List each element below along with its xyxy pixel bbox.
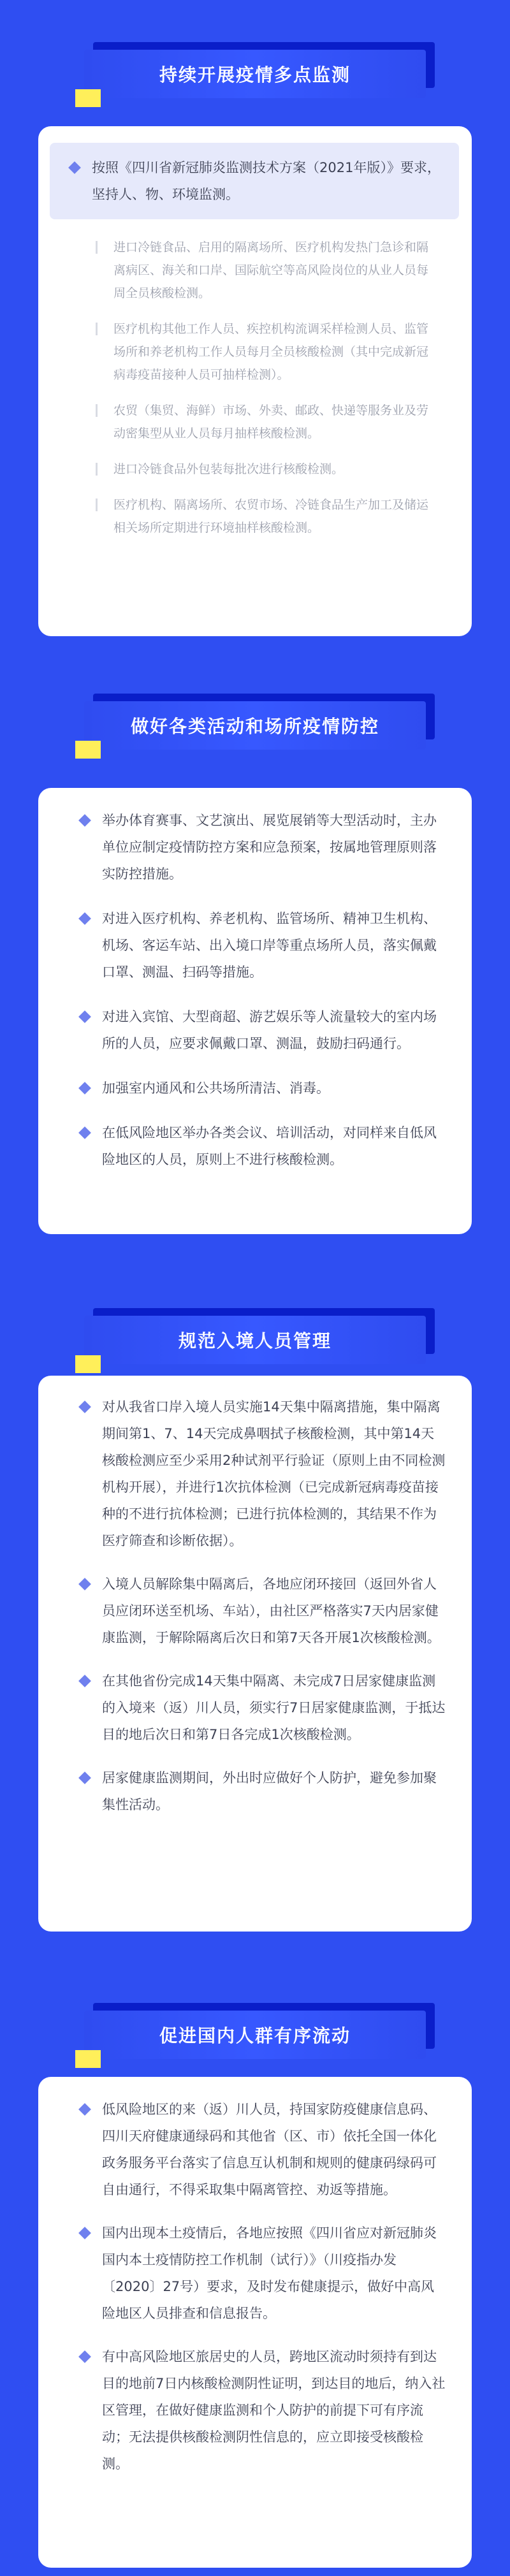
list-item: 国内出现本土疫情后，各地应按照《四川省应对新冠肺炎国内本土疫情防控工作机制（试行）》（川疫指办发〔2020〕27号）要求，及时发布健康提示，做好中高风险地区人员排查和信息报告。: [102, 2220, 446, 2327]
content-card: [38, 1376, 472, 1932]
section-monitoring: [0, 0, 510, 644]
diamond-bullet-icon: [78, 1675, 91, 1687]
section-title: 促进国内人群有序流动: [84, 2011, 426, 2059]
content-card: [38, 126, 472, 636]
intro-text: 按照《四川省新冠肺炎监测技术方案（2021年版）》要求，坚持人、物、环境监测。: [92, 160, 441, 202]
section-title-banner: [84, 50, 426, 98]
list-item: 对进入宾馆、大型商超、游艺娱乐等人流量较大的室内场所的人员，应要求佩戴口罩、测温，鼓励扫码通行。: [102, 1003, 446, 1057]
section-title: 规范入境人员管理: [84, 1316, 426, 1364]
list-item: 对从我省口岸入境人员实施14天集中隔离措施，集中隔离期间第1、7、14天完成鼻咽拭子核酸检测，其中第14天核酸检测应至少采用2种试剂平行验证（原则上由不同检测机构开展），并进行1次抗体检测（已完成新冠病毒疫苗接种的不进行抗体检测；已进行抗体检测的，其结果不作为医疗筛查和诊断依据）。: [102, 1394, 446, 1554]
diamond-bullet-icon: [78, 1578, 91, 1590]
intro-highlight: [50, 143, 459, 219]
section-title: 做好各类活动和场所疫情防控: [84, 701, 426, 750]
bar-marker: [96, 323, 98, 335]
list-item: 在其他省份完成14天集中隔离、未完成7日居家健康监测的入境来（返）川人员，须实行7日居家健康监测，于抵达目的地后次日和第7日各完成1次核酸检测。: [102, 1668, 446, 1748]
list-item: 低风险地区的来（返）川人员，持国家防疫健康信息码、四川天府健康通绿码和其他省（区、市）依托全国一体化政务服务平台落实了信息互认机制和规则的健康码绿码可自由通行，不得采取集中隔离管控、劝返等措施。: [102, 2096, 446, 2203]
list-item: 加强室内通风和公共场所清洁、消毒。: [102, 1075, 446, 1102]
diamond-bullet-icon: [78, 2350, 91, 2363]
diamond-bullet-icon: [78, 2103, 91, 2116]
diamond-bullet-icon: [78, 912, 91, 925]
intro-paragraph: [92, 154, 445, 208]
accent-square: [75, 89, 101, 107]
diamond-bullet-icon: [68, 161, 81, 174]
content-card: [38, 788, 472, 1234]
diamond-bullet-icon: [78, 1401, 91, 1413]
section-title-banner: [84, 2011, 426, 2059]
list-item: 对进入医疗机构、养老机构、监管场所、精神卫生机构、机场、客运车站、出入境口岸等重点场所人员，落实佩戴口罩、测温、扫码等措施。: [102, 905, 446, 986]
bar-marker: [96, 463, 98, 476]
diamond-bullet-icon: [78, 1126, 91, 1139]
diamond-bullet-icon: [78, 1772, 91, 1784]
list-item: 居家健康监测期间，外出时应做好个人防护，避免参加聚集性活动。: [102, 1765, 446, 1818]
accent-square: [75, 2050, 101, 2068]
list-item: 入境人员解除集中隔离后，各地应闭环接回（返回外省人员应闭环送至机场、车站），由社区严格落实7天内居家健康监测，于解除隔离后次日和第7天各开展1次核酸检测。: [102, 1571, 446, 1651]
content-card: [38, 2077, 472, 2568]
accent-square: [75, 741, 101, 759]
diamond-bullet-icon: [78, 1010, 91, 1023]
list-item: 医疗机构、隔离场所、农贸市场、冷链食品生产加工及储运相关场所定期进行环境抽样核酸检测。: [113, 493, 431, 539]
list-item: 农贸（集贸、海鲜）市场、外卖、邮政、快递等服务业及劳动密集型从业人员每月抽样核酸检测。: [113, 399, 431, 445]
list-item: 在低风险地区举办各类会议、培训活动，对同样来自低风险地区的人员，原则上不进行核酸检测。: [102, 1119, 446, 1173]
accent-square: [75, 1355, 101, 1373]
list-item: 举办体育赛事、文艺演出、展览展销等大型活动时，主办单位应制定疫情防控方案和应急预案，按属地管理原则落实防控措施。: [102, 807, 446, 887]
list-item: 有中高风险地区旅居史的人员，跨地区流动时须持有到达目的地前7日内核酸检测阴性证明，到达目的地后，纳入社区管理，在做好健康监测和个人防护的前提下可有序流动；无法提供核酸检测阴性信息的，应立即接受核酸检测。: [102, 2343, 446, 2477]
section-title-banner: [84, 701, 426, 750]
section-domestic-flow: [0, 1970, 510, 2576]
diamond-bullet-icon: [78, 814, 91, 827]
section-inbound: [0, 1269, 510, 1970]
list-item: 进口冷链食品、启用的隔离场所、医疗机构发热门急诊和隔离病区、海关和口岸、国际航空等高风险岗位的从业人员每周全员核酸检测。: [113, 236, 431, 305]
bar-marker: [96, 498, 98, 511]
section-title-banner: [84, 1316, 426, 1364]
diamond-bullet-icon: [78, 1082, 91, 1095]
section-title: 持续开展疫情多点监测: [84, 50, 426, 98]
section-activities: [0, 644, 510, 1269]
list-item: 医疗机构其他工作人员、疾控机构流调采样检测人员、监管场所和养老机构工作人员每月全员核酸检测（其中完成新冠病毒疫苗接种人员可抽样检测）。: [113, 317, 431, 386]
bar-marker: [96, 404, 98, 417]
diamond-bullet-icon: [78, 2227, 91, 2239]
bar-marker: [96, 241, 98, 254]
list-item: 进口冷链食品外包装每批次进行核酸检测。: [113, 458, 431, 481]
